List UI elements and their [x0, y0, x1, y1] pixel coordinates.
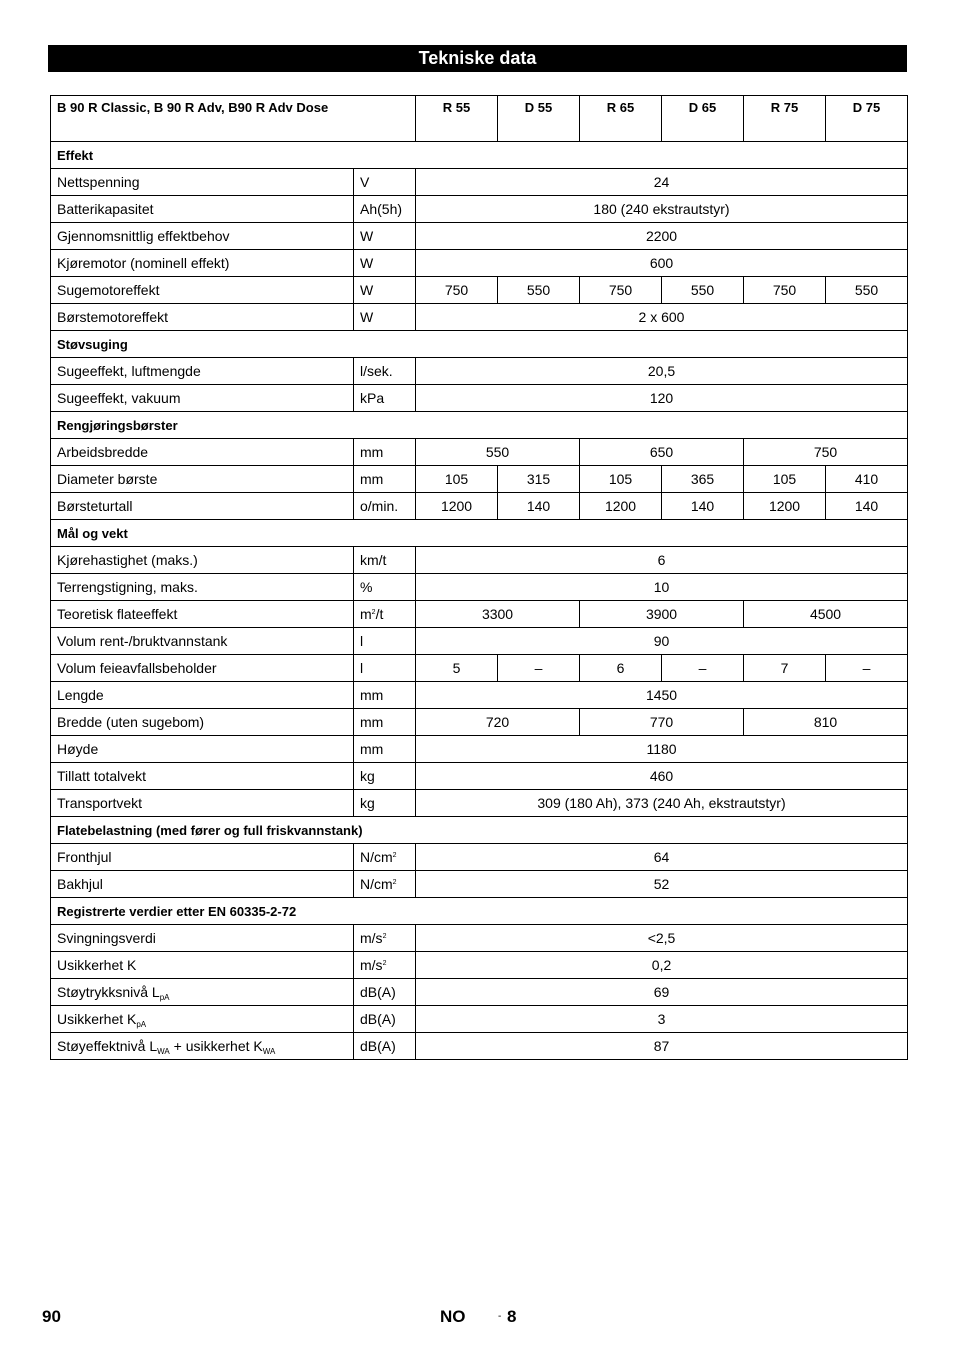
- table-row: [51, 277, 908, 304]
- table-row: [51, 439, 908, 466]
- unit-text: m: [360, 606, 372, 622]
- unit-text: dB(A): [360, 1038, 396, 1054]
- row-unit: [354, 1006, 416, 1033]
- row-value: 1200: [416, 493, 498, 520]
- row-unit: [354, 574, 416, 601]
- table-row: [51, 952, 908, 979]
- table-row: [51, 925, 908, 952]
- label-subscript: WA: [262, 1047, 276, 1056]
- unit-text: mm: [360, 471, 384, 487]
- unit-text: l: [360, 633, 364, 649]
- row-unit: [354, 601, 416, 628]
- label-text: Gjennomsnittlig effektbehov: [57, 228, 230, 244]
- unit-superscript: 2: [382, 960, 387, 967]
- unit-text: W: [360, 282, 374, 298]
- row-value: 750: [744, 439, 908, 466]
- unit-text: W: [360, 228, 374, 244]
- row-label: [51, 790, 354, 817]
- row-value: <2,5: [416, 925, 908, 952]
- row-label: [51, 844, 354, 871]
- row-unit: [354, 277, 416, 304]
- table-row: [51, 250, 908, 277]
- section-row: [51, 142, 908, 169]
- label-text: Børsteturtall: [57, 498, 133, 514]
- row-unit: [354, 304, 416, 331]
- row-label: [51, 871, 354, 898]
- label-text: Usikkerhet K: [57, 1011, 137, 1027]
- row-value: 90: [416, 628, 908, 655]
- row-value: 550: [662, 277, 744, 304]
- table-row: [51, 574, 908, 601]
- row-value: 24: [416, 169, 908, 196]
- unit-tail: /t: [375, 606, 384, 622]
- row-value: 410: [826, 466, 908, 493]
- row-value: 460: [416, 763, 908, 790]
- row-value: 87: [416, 1033, 908, 1060]
- page-number: 90: [42, 1307, 61, 1326]
- section-title: Mål og vekt: [51, 520, 908, 547]
- row-label: [51, 709, 354, 736]
- row-label: [51, 601, 354, 628]
- row-value: 600: [416, 250, 908, 277]
- section-row: [51, 520, 908, 547]
- table-row: [51, 628, 908, 655]
- table-row: [51, 844, 908, 871]
- row-value: 3300: [416, 601, 580, 628]
- technical-data-table: [50, 95, 908, 1060]
- label-text: Terrengstigning, maks.: [57, 579, 198, 595]
- label-text: Støytrykksnivå L: [57, 984, 160, 1000]
- row-label: [51, 196, 354, 223]
- table-row: [51, 601, 908, 628]
- label-text: Arbeidsbredde: [57, 444, 149, 460]
- label-text: Fronthjul: [57, 849, 112, 865]
- unit-text: km/t: [360, 552, 387, 568]
- label-text: Sugeeffekt, vakuum: [57, 390, 181, 406]
- row-label: [51, 952, 354, 979]
- row-unit: [354, 628, 416, 655]
- row-value: 6: [416, 547, 908, 574]
- section-row: [51, 412, 908, 439]
- label-text: Kjøremotor (nominell effekt): [57, 255, 230, 271]
- row-unit: [354, 547, 416, 574]
- footer-dash: -: [498, 1311, 502, 1322]
- row-value: 3900: [580, 601, 744, 628]
- unit-text: o/min.: [360, 498, 399, 514]
- row-value: 315: [498, 466, 580, 493]
- row-value: 5: [416, 655, 498, 682]
- row-label: [51, 736, 354, 763]
- label-subscript: pA: [159, 993, 170, 1002]
- row-unit: [354, 250, 416, 277]
- row-value: 64: [416, 844, 908, 871]
- table-row: [51, 169, 908, 196]
- row-value: 3: [416, 1006, 908, 1033]
- unit-text: l/sek.: [360, 363, 393, 379]
- label-text: Bakhjul: [57, 876, 103, 892]
- label-text: Transportvekt: [57, 795, 143, 811]
- row-value: 1450: [416, 682, 908, 709]
- row-label: [51, 1006, 354, 1033]
- row-unit: [354, 358, 416, 385]
- section-row: [51, 331, 908, 358]
- row-value: 20,5: [416, 358, 908, 385]
- row-value: 750: [416, 277, 498, 304]
- unit-text: W: [360, 255, 374, 271]
- row-value: 1200: [744, 493, 826, 520]
- unit-text: Ah(5h): [360, 201, 403, 217]
- label-text: Usikkerhet K: [57, 957, 137, 973]
- row-unit: [354, 709, 416, 736]
- unit-text: kg: [360, 768, 375, 784]
- row-unit: [354, 223, 416, 250]
- row-value: 140: [498, 493, 580, 520]
- section-title: Effekt: [51, 142, 908, 169]
- label-text: Høyde: [57, 741, 99, 757]
- row-label: [51, 223, 354, 250]
- variant-header: D 65: [662, 96, 744, 142]
- variant-header: D 75: [826, 96, 908, 142]
- row-label: [51, 169, 354, 196]
- label-subscript: pA: [136, 1020, 147, 1029]
- unit-text: m/s: [360, 957, 383, 973]
- label-text: Kjørehastighet (maks.): [57, 552, 198, 568]
- variant-header: R 65: [580, 96, 662, 142]
- row-label: [51, 304, 354, 331]
- row-value: –: [498, 655, 580, 682]
- section-row: [51, 898, 908, 925]
- row-label: [51, 277, 354, 304]
- row-unit: [354, 790, 416, 817]
- row-value: 180 (240 ekstrautstyr): [416, 196, 908, 223]
- row-unit: [354, 763, 416, 790]
- row-value: 1200: [580, 493, 662, 520]
- row-value: 140: [826, 493, 908, 520]
- section-title: Registrerte verdier etter EN 60335-2-72: [51, 898, 908, 925]
- unit-text: m/s: [360, 930, 383, 946]
- label-subscript: WA: [157, 1047, 170, 1056]
- label-text: Batterikapasitet: [57, 201, 154, 217]
- table-row: [51, 790, 908, 817]
- row-label: [51, 1033, 354, 1060]
- row-label: [51, 574, 354, 601]
- row-unit: [354, 196, 416, 223]
- table-row: [51, 763, 908, 790]
- row-label: [51, 979, 354, 1006]
- language-code: NO: [440, 1307, 466, 1326]
- row-value: 650: [580, 439, 744, 466]
- row-value: 105: [744, 466, 826, 493]
- unit-text: kg: [360, 795, 375, 811]
- row-value: 309 (180 Ah), 373 (240 Ah, ekstrautstyr): [416, 790, 908, 817]
- label-text: Lengde: [57, 687, 104, 703]
- row-value: 750: [580, 277, 662, 304]
- row-value: 750: [744, 277, 826, 304]
- unit-superscript: 2: [382, 933, 387, 940]
- row-value: 770: [580, 709, 744, 736]
- unit-text: N/cm: [360, 876, 393, 892]
- row-unit: [354, 655, 416, 682]
- unit-text: V: [360, 174, 370, 190]
- table-row: [51, 385, 908, 412]
- row-value: 120: [416, 385, 908, 412]
- row-value: 550: [498, 277, 580, 304]
- row-unit: [354, 493, 416, 520]
- label-text: Teoretisk flateeffekt: [57, 606, 178, 622]
- row-unit: [354, 385, 416, 412]
- row-unit: [354, 925, 416, 952]
- row-value: 7: [744, 655, 826, 682]
- table-row: [51, 736, 908, 763]
- row-value: –: [826, 655, 908, 682]
- row-value: –: [662, 655, 744, 682]
- section-row: [51, 817, 908, 844]
- unit-text: mm: [360, 444, 384, 460]
- row-value: 105: [416, 466, 498, 493]
- table-row: [51, 547, 908, 574]
- label-mid-text: + usikkerhet K: [169, 1038, 263, 1054]
- unit-superscript: 2: [392, 852, 397, 859]
- unit-superscript: 2: [392, 879, 397, 886]
- row-label: [51, 385, 354, 412]
- section-page-number: 8: [507, 1307, 517, 1326]
- row-value: 810: [744, 709, 908, 736]
- label-text: Diameter børste: [57, 471, 158, 487]
- table-row: [51, 1006, 908, 1033]
- unit-superscript: 2: [371, 609, 376, 616]
- table-row: [51, 223, 908, 250]
- row-label: [51, 250, 354, 277]
- label-text: Bredde (uten sugebom): [57, 714, 205, 730]
- header-row: [51, 96, 908, 142]
- unit-text: l: [360, 660, 364, 676]
- label-text: Børstemotoreffekt: [57, 309, 169, 325]
- unit-text: dB(A): [360, 984, 396, 1000]
- variant-header: R 55: [416, 96, 498, 142]
- unit-text: mm: [360, 741, 384, 757]
- row-value: 10: [416, 574, 908, 601]
- label-text: Sugeeffekt, luftmengde: [57, 363, 201, 379]
- unit-text: %: [360, 579, 373, 595]
- row-unit: [354, 169, 416, 196]
- page-title: Tekniske data: [48, 45, 907, 72]
- row-unit: [354, 682, 416, 709]
- row-unit: [354, 979, 416, 1006]
- variant-header: D 55: [498, 96, 580, 142]
- section-title: Støvsuging: [51, 331, 908, 358]
- label-text: Sugemotoreffekt: [57, 282, 160, 298]
- row-label: [51, 439, 354, 466]
- row-value: 1180: [416, 736, 908, 763]
- table-row: [51, 466, 908, 493]
- row-value: 69: [416, 979, 908, 1006]
- row-value: 2 x 600: [416, 304, 908, 331]
- section-title: Rengjøringsbørster: [51, 412, 908, 439]
- row-label: [51, 466, 354, 493]
- label-text: Svingningsverdi: [57, 930, 156, 946]
- row-value: 0,2: [416, 952, 908, 979]
- row-value: 105: [580, 466, 662, 493]
- table-row: [51, 358, 908, 385]
- row-unit: [354, 439, 416, 466]
- table-row: [51, 196, 908, 223]
- table-row: [51, 979, 908, 1006]
- label-text: Nettspenning: [57, 174, 140, 190]
- row-value: 140: [662, 493, 744, 520]
- label-text: Volum rent-/bruktvannstank: [57, 633, 228, 649]
- row-value: 550: [826, 277, 908, 304]
- row-value: 2200: [416, 223, 908, 250]
- variant-header: R 75: [744, 96, 826, 142]
- row-unit: [354, 952, 416, 979]
- row-label: [51, 763, 354, 790]
- unit-text: W: [360, 309, 374, 325]
- unit-text: mm: [360, 687, 384, 703]
- model-header: B 90 R Classic, B 90 R Adv, B90 R Adv Dose: [51, 96, 416, 142]
- label-text: Tillatt totalvekt: [57, 768, 146, 784]
- row-label: [51, 547, 354, 574]
- row-value: 6: [580, 655, 662, 682]
- row-unit: [354, 736, 416, 763]
- label-text: Volum feieavfallsbeholder: [57, 660, 217, 676]
- table-row: [51, 304, 908, 331]
- table-row: [51, 682, 908, 709]
- unit-text: N/cm: [360, 849, 393, 865]
- row-label: [51, 628, 354, 655]
- table-row: [51, 493, 908, 520]
- row-label: [51, 655, 354, 682]
- row-label: [51, 493, 354, 520]
- row-value: 720: [416, 709, 580, 736]
- table-row: [51, 655, 908, 682]
- row-label: [51, 682, 354, 709]
- row-label: [51, 358, 354, 385]
- unit-text: dB(A): [360, 1011, 396, 1027]
- row-value: 550: [416, 439, 580, 466]
- row-unit: [354, 844, 416, 871]
- row-unit: [354, 1033, 416, 1060]
- row-label: [51, 925, 354, 952]
- row-value: 4500: [744, 601, 908, 628]
- section-title: Flatebelastning (med fører og full friskvannstank): [51, 817, 908, 844]
- row-value: 52: [416, 871, 908, 898]
- unit-text: kPa: [360, 390, 385, 406]
- label-text: Støyeffektnivå L: [57, 1038, 158, 1054]
- row-value: 365: [662, 466, 744, 493]
- unit-text: mm: [360, 714, 384, 730]
- table-row: [51, 709, 908, 736]
- table-row: [51, 1033, 908, 1060]
- table-row: [51, 871, 908, 898]
- row-unit: [354, 871, 416, 898]
- row-unit: [354, 466, 416, 493]
